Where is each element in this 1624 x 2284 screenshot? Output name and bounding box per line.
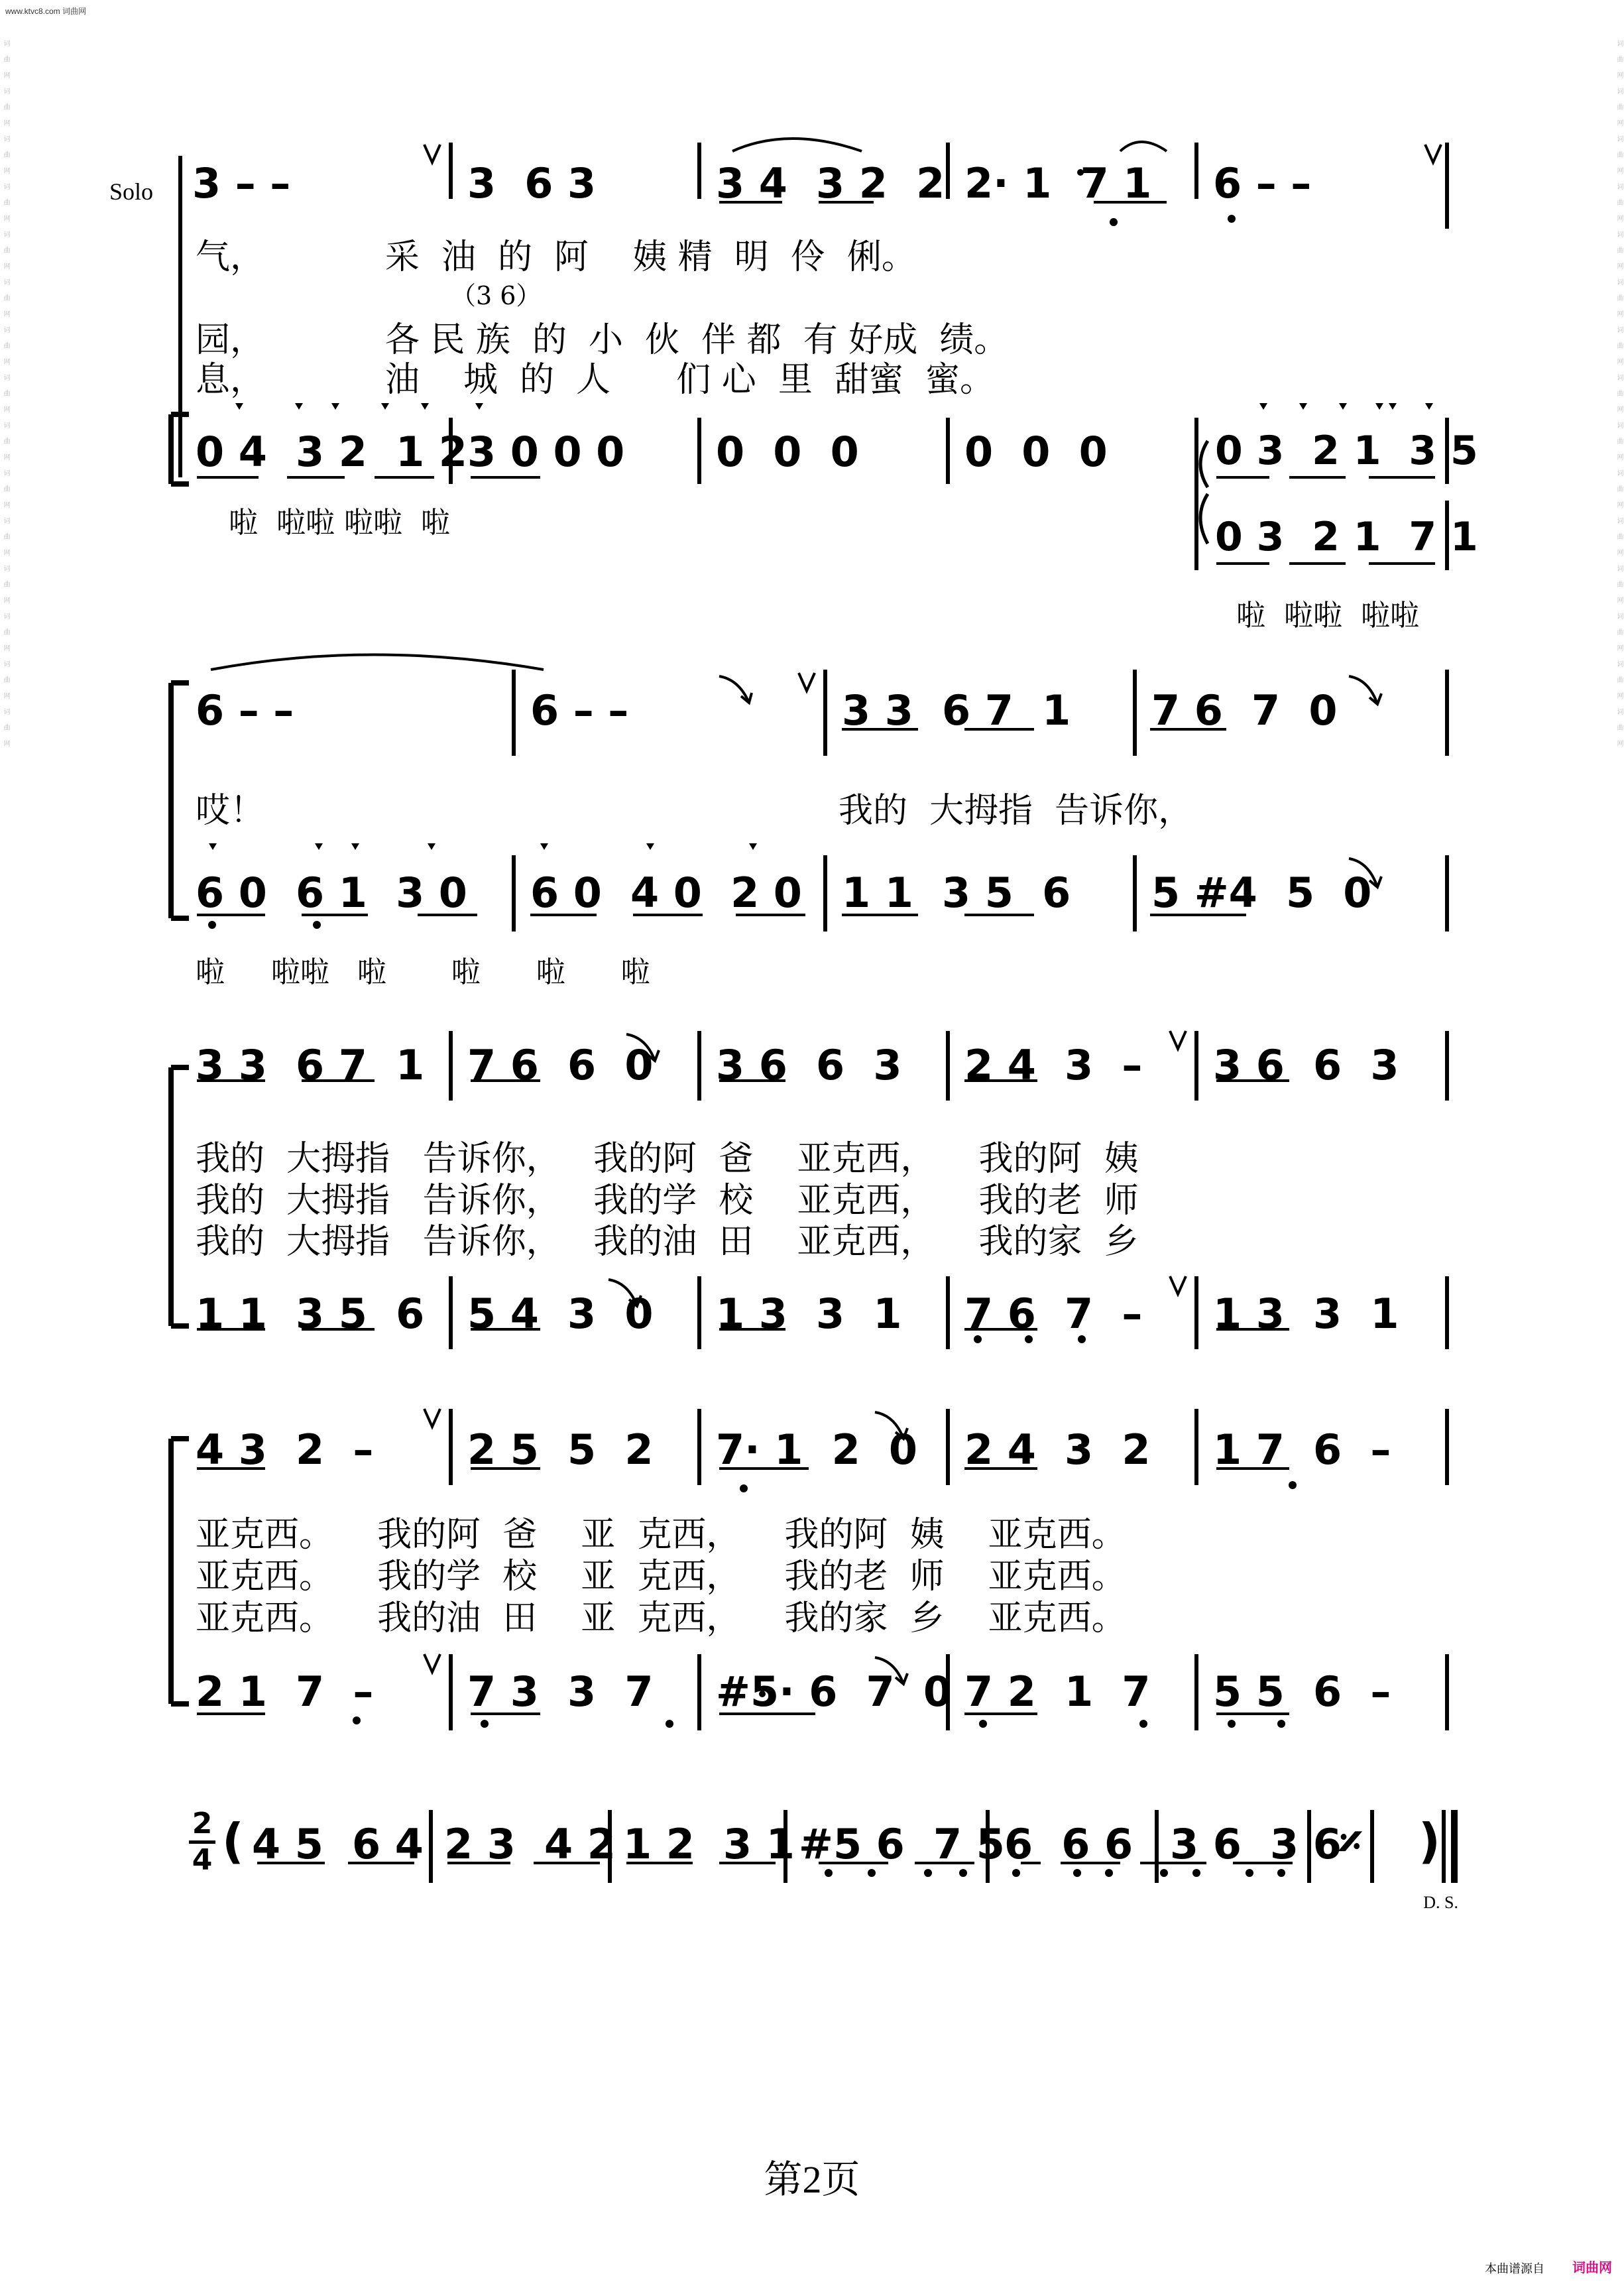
system1-chorus-m3: 0 0 0 (716, 428, 859, 476)
system1-solo-m1: 3 – – (192, 159, 305, 208)
system3-lower-m5: 1 3 3 1 (1213, 1290, 1399, 1338)
system2-lower-m3: 1 1 3 5 6 (842, 869, 1071, 917)
system4-lower-m3: #5· 6 7 0 (716, 1667, 952, 1716)
system2-lyric-2: 我的 大拇指 告诉你， (839, 791, 1193, 831)
system1-chorus-lyrics-right: 啦 啦啦 啦啦 (1236, 599, 1419, 632)
slur-3 (211, 655, 544, 670)
solo-label: Solo (109, 178, 154, 205)
system3-bracket (171, 1067, 189, 1326)
system3-upper-m1: 3 3 6 7 1 (196, 1041, 425, 1089)
system5-m2: 2 3 4 2 (444, 1820, 616, 1868)
system1-lyric-3: 息， 油 城 的 人 们 心 里 甜蜜 蜜。 (196, 360, 994, 400)
system4-upper-m4: 2 4 3 2 (964, 1425, 1151, 1474)
time-signature (189, 1809, 215, 1876)
system2-lower-m4: 5 #4 5 0 (1151, 869, 1372, 917)
system3-lyric-1: 我的 大拇指 告诉你， 我的阿 爸 亚克西， 我的阿 姨 (196, 1139, 1139, 1179)
system4-lower-m4: 7 2 1 7 (964, 1667, 1151, 1716)
system1-chorus-m4: 0 0 0 (964, 428, 1108, 476)
paren-close: ) (1419, 1813, 1440, 1869)
system3-upper-m4: 2 4 3 – (964, 1041, 1143, 1089)
system4-lyric-1: 亚克西。 我的阿 爸 亚 克西， 我的阿 姨 亚克西。 (196, 1515, 1126, 1555)
system2-upper-m3: 3 3 6 7 1 (842, 686, 1071, 735)
system4-lyric-2: 亚克西。 我的学 校 亚 克西， 我的老 师 亚克西。 (196, 1557, 1126, 1596)
system4-upper-m3: 7· 1 2 0 (716, 1425, 918, 1474)
system3-lower-m2: 5 4 3 0 (467, 1290, 654, 1338)
system1-lyric-2: 园， 各 民 族 的 小 伙 伴 都 有 好成 绩。 (196, 320, 1009, 360)
system2-bracket (171, 683, 189, 918)
system4-lyric-3: 亚克西。 我的油 田 亚 克西， 我的家 乡 亚克西。 (196, 1598, 1126, 1638)
side-watermark-right: 词曲网词曲网词曲网词曲网词曲网词曲网词曲网词曲网词曲网词曲网词曲网词曲网词曲网词曲网词曲网 (1615, 40, 1623, 756)
time-sig-top: 2 (192, 1807, 213, 1840)
site-url: www.ktvc8.com 词曲网 (5, 7, 87, 16)
footer-source: 本曲谱源自 (1485, 2262, 1544, 2275)
system1-solo-m3: 3 4 3 2 2 (716, 159, 945, 208)
system3-upper-m2: 7 6 6 0 (467, 1041, 654, 1089)
system3-lyric-3: 我的 大拇指 告诉你， 我的油 田 亚克西， 我的家 乡 (196, 1222, 1139, 1262)
system1-solo-m2: 3 6 3 (467, 159, 597, 208)
system3-upper-m3: 3 6 6 3 (716, 1041, 902, 1089)
system4-upper-m2: 2 5 5 2 (467, 1425, 654, 1474)
footer-logo: 词曲网 (1572, 2261, 1612, 2275)
system4-lower-m5: 5 5 6 – (1213, 1667, 1391, 1716)
system5-m5: 6 6 6 (1004, 1820, 1133, 1868)
system3-lower-m3: 1 3 3 1 (716, 1290, 902, 1338)
system4-upper-m1: 4 3 2 – (196, 1425, 374, 1474)
system1-chorus-split-upper: 0 3 2 1 3 5 (1215, 428, 1478, 474)
system1-solo-m4: 2· 1 7 1 (964, 159, 1152, 208)
slur-1 (732, 139, 862, 151)
system3-lower-m1: 1 1 3 5 6 (196, 1290, 425, 1338)
system2-lower-lyrics: 啦 啦啦 啦 啦 啦 啦 (196, 955, 650, 989)
system2-lower-m1: 6 0 6 1 3 0 (196, 869, 467, 917)
system3-lyric-2: 我的 大拇指 告诉你， 我的学 校 亚克西， 我的老 师 (196, 1181, 1139, 1221)
side-watermark-left: 词曲网词曲网词曲网词曲网词曲网词曲网词曲网词曲网词曲网词曲网词曲网词曲网词曲网词曲网词曲网 (2, 40, 9, 756)
time-sig-bottom: 4 (192, 1843, 213, 1877)
system1-chorus-lyrics: 啦 啦啦 啦啦 啦 (229, 506, 450, 540)
system2-upper-m4: 7 6 7 0 (1151, 686, 1338, 735)
system1-chorus-m2: 3 0 0 0 (467, 428, 625, 476)
system2-lyric-1: 哎！ (196, 791, 265, 831)
system3-lower-m4: 7 6 7 – (964, 1290, 1143, 1338)
system1-lyric-1: 气， 采 油 的 阿 姨 精 明 伶 俐。 (196, 237, 916, 277)
system1-chorus-m1: 0 4 3 2 1 2 (196, 428, 467, 476)
paren-open: ( (222, 1813, 244, 1869)
system4-lower-m2: 7 3 3 7 (467, 1667, 654, 1716)
system3-upper-m5: 3 6 6 3 (1213, 1041, 1399, 1089)
slur-2 (1120, 142, 1167, 151)
ds-marking: D. S. (1423, 1893, 1458, 1912)
system1-solo-m5: 6 – – (1213, 159, 1326, 208)
page-number: 第2页 (764, 2158, 860, 2201)
repeat-simile-icon: 𝄎 (1339, 1815, 1362, 1870)
system5-m3: 1 2 3 1 (623, 1820, 795, 1868)
system5-m4: #5 6 7 5 (799, 1820, 1005, 1868)
system4-upper-m5: 1 7 6 – (1213, 1425, 1391, 1474)
system4-lower-m1: 2 1 7 – (196, 1667, 374, 1716)
system4-bracket (171, 1439, 189, 1704)
system5-m1: 4 5 6 4 (252, 1820, 424, 1868)
system5-m6: 3 6 3 6 (1170, 1820, 1342, 1868)
system2-upper-m1: 6 – – (196, 686, 294, 735)
system1-brace (1200, 441, 1208, 544)
system1-small-note: （3 6） (451, 281, 542, 310)
system2-upper-m2: 6 – – (530, 686, 629, 735)
system2-lower-m2: 6 0 4 0 2 0 (530, 869, 802, 917)
system1-chorus-split-lower: 0 3 2 1 7 1 (1215, 514, 1478, 560)
